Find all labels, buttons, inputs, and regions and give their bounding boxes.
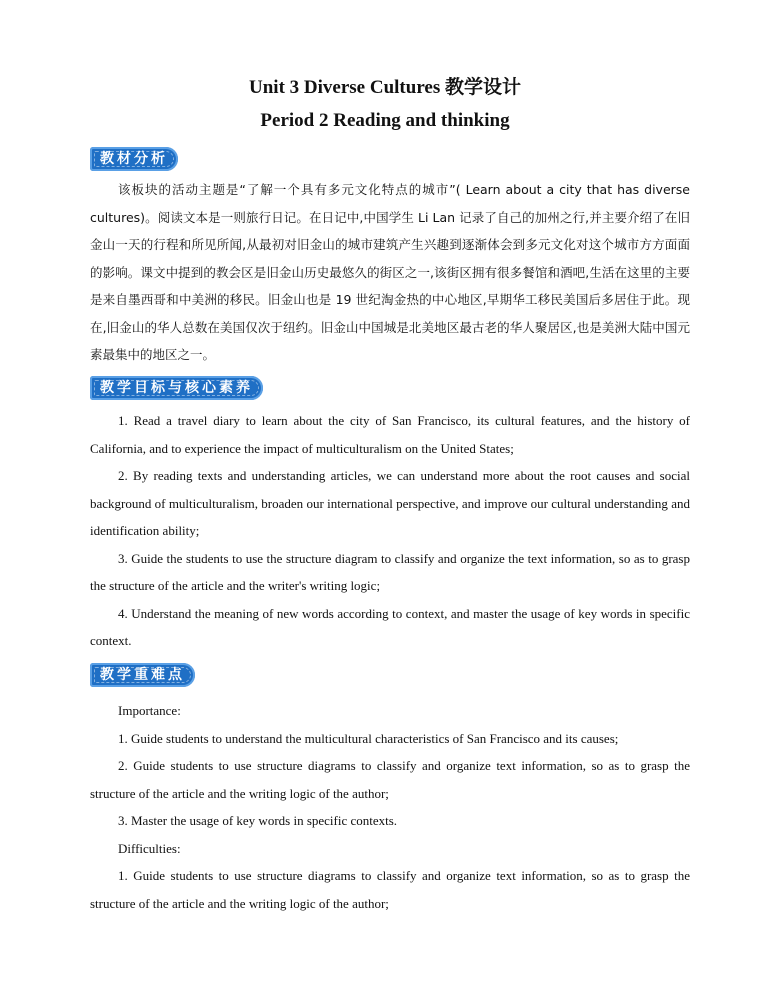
section-heading-key-points: 教学重难点 [90, 663, 195, 687]
key-points-list [90, 697, 690, 917]
goal-item: 2. By reading texts and understanding articles, we can understand more about the root causes and social background of multiculturalism, broaden our international perspective, and improve our cultural understanding and identification ability; [90, 468, 690, 538]
difficulties-label: Difficulties: [118, 840, 181, 856]
document-subtitle: Period 2 Reading and thinking [260, 110, 510, 131]
difficulty-item: 1. Guide students to use structure diagrams to classify and organize text information, so as to grasp the structure of the article and the writing logic of the author; [90, 868, 690, 911]
document-title: Unit 3 Diverse Cultures 教学设计 [249, 77, 521, 98]
goal-item: 4. Understand the meaning of new words according to context, and master the usage of key words in specific context. [90, 605, 690, 648]
importance-item: 2. Guide students to use structure diagrams to classify and organize text information, so as to grasp the structure of the article and the writing logic of the author; [90, 758, 690, 801]
analysis-paragraph: 该板块的活动主题是“了解一个具有多元文化特点的城市”( Learn about a city that has diverse cultures)。阅读文本是一则旅行日记。在日记中,中国学生 Li Lan 记录了自己的加州之行,并主要介绍了在旧金山一天的行程和所见所闻,从最初对旧金山的城市建筑产生兴趣到逐渐体会到多元文化对这个城市方方面面的影响。课文中提到的教会区是旧金山历史最悠久的街区之一,该街区拥有很多餐馆和酒吧,生活在这里的主要是来自墨西哥和中美洲的移民。旧金山也是 19 世纪淘金热的中心地区,早期华工移民美国后多居住于此。现在,旧金山的华人总数在美国仅次于纽约。旧金山中国城是北美地区最古老的华人聚居区,也是美洲大陆中国元素最集中的地区之一。 [90, 182, 690, 362]
section-heading-goals: 教学目标与核心素养 [90, 376, 263, 400]
goal-item: 3. Guide the students to use the structure diagram to classify and organize the text information, so as to grasp the structure of the article and the writer's writing logic; [90, 550, 690, 593]
section-heading-analysis: 教材分析 [90, 147, 178, 171]
importance-item: 1. Guide students to understand the multicultural characteristics of San Francisco and its causes; [118, 730, 619, 746]
importance-label: Importance: [118, 703, 181, 718]
goal-item: 1. Read a travel diary to learn about the city of San Francisco, its cultural features, and the history of California, and to experience the impact of multiculturalism on the United States; [90, 413, 690, 456]
importance-item: 3. Master the usage of key words in specific contexts. [118, 813, 398, 828]
goals-list [90, 407, 690, 655]
